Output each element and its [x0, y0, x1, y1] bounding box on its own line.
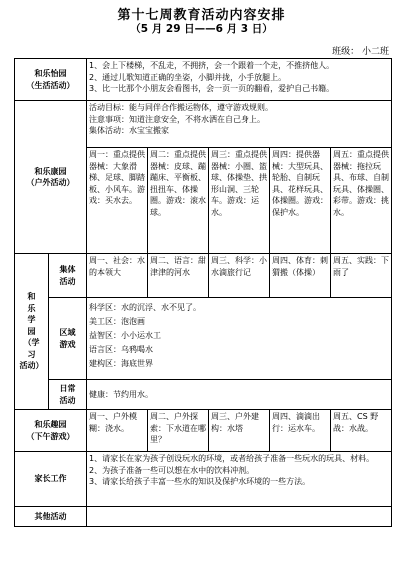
health-day-mon: 周一：重点提供器械：大象滑梯、足球、脚踏板、小风车。游戏：买水去。	[87, 148, 148, 254]
health-day-wed: 周三：重点提供器械：小圈、篮球、体操垫、拱形山洞、三轮车。游戏：运水。	[209, 148, 270, 254]
area-item: 美工区：泡泡画	[89, 317, 145, 326]
area-item: 益智区：小小运水工	[89, 331, 161, 340]
play-label-line2: （下午游戏）	[26, 431, 75, 441]
learning-label-char: 园	[27, 326, 36, 336]
learning-label-char: 和	[27, 292, 36, 302]
group-day-wed: 周三、科学：小水滴旅行记	[209, 254, 270, 298]
group-day-tue: 周二、语言：甜津津的河水	[148, 254, 209, 298]
health-goal-row	[15, 101, 392, 148]
play-row	[15, 410, 392, 452]
parents-label: 家长工作	[15, 452, 87, 507]
learning-label-char: 学	[27, 315, 36, 325]
group-label-line2: 活动	[59, 276, 76, 286]
health-day-tue: 周二：重点提供器械：皮球、蹦蹦床、平衡板、扭扭车、体操圈。游戏：滚水球。	[148, 148, 209, 254]
learning-group-row	[15, 254, 392, 298]
play-day-thu: 周四、滴滴出行：运水车。	[270, 410, 331, 452]
learning-label-char: （学	[23, 338, 40, 348]
play-label	[15, 410, 87, 452]
daily-label-line1: 日常	[59, 384, 76, 393]
class-label: 班级： 小二班	[332, 47, 389, 57]
area-item: 建构区：海底世界	[89, 359, 153, 368]
parents-item: 3、请家长给孩子丰富一些水的知识及保护水环境的一些方法。	[89, 477, 311, 486]
area-label-line2: 游戏	[59, 339, 76, 349]
other-row	[15, 507, 392, 527]
play-day-tue: 周二、户外探索：下水道在哪里？	[148, 410, 209, 452]
group-day-mon: 周一、社会：水的本领大	[87, 254, 148, 298]
life-label-line2: （生活活动）	[26, 80, 75, 90]
life-item: 2、通过儿歌知道正确的坐姿，小脚并拢，小手放腿上。	[89, 72, 287, 82]
group-label-line1: 集体	[59, 265, 76, 274]
health-label-line2: （户外活动）	[26, 178, 75, 187]
area-game-label	[49, 298, 87, 380]
health-goal-content	[87, 101, 392, 148]
group-activity-label	[49, 254, 87, 298]
page-title: 第十七周教育活动内容安排	[117, 8, 286, 23]
area-label-line1: 区域	[59, 328, 76, 337]
health-label-line1: 和乐康园	[34, 166, 67, 176]
health-day-fri: 周五：重点提供器械：拖拉玩具、布球、自制玩具、体操圈、彩带。游戏：挑水。	[331, 148, 392, 254]
area-item: 语言区：乌鸦喝水	[89, 345, 153, 354]
life-row	[15, 59, 392, 101]
health-label	[15, 101, 87, 254]
life-label-line1: 和乐怡园	[34, 69, 67, 78]
play-day-wed: 周三、户外建构：水塔	[209, 410, 270, 452]
learning-label	[15, 254, 49, 410]
daily-label-line2: 活动	[59, 395, 76, 405]
health-day-thu: 周四：提供器械：大型玩具、轮胎、自制玩具、花样玩具、体操圈。游戏：保护水。	[270, 148, 331, 254]
other-content	[87, 507, 392, 527]
play-label-line1: 和乐趣园	[34, 420, 67, 429]
area-content	[87, 298, 392, 380]
schedule-table	[14, 58, 392, 527]
learning-area-row	[15, 298, 392, 380]
learning-label-char: 活动）	[19, 361, 44, 371]
group-day-thu: 周四、体育：刺猬搬（体操）	[270, 254, 331, 298]
life-item: 3、比一比那个小朋友会看图书，会一页一页的翻看，爱护自己书籍。	[89, 84, 335, 93]
health-note: 注意事项：知道注意安全，不将水洒在自己身上。	[89, 114, 265, 124]
parents-item: 1、请家长在家为孩子创设玩水的环境，或者给孩子准备一些玩水的玩具、材料。	[89, 454, 375, 463]
parents-content	[87, 452, 392, 507]
play-day-mon: 周一、户外模糊：浇水。	[87, 410, 148, 452]
area-item: 科学区：水的沉浮、水不见了。	[89, 303, 201, 312]
learning-label-char: 习	[27, 349, 36, 359]
life-item: 1、会上下楼梯，不乱走，不拥挤，会一个跟着一个走，不推挤他人。	[89, 61, 335, 70]
learning-label-char: 乐	[27, 303, 36, 313]
play-day-fri: 周五、CS 野战：水战。	[331, 410, 392, 452]
date-range: （5 月 29 日——6 月 3 日）	[130, 23, 273, 35]
health-group: 集体活动：水宝宝搬家	[89, 126, 169, 135]
health-goal: 活动目标：能与同伴合作搬运物体，遵守游戏规则。	[89, 103, 273, 112]
life-content	[87, 59, 392, 101]
learning-daily-row	[15, 380, 392, 410]
daily-content: 健康：节约用水。	[87, 380, 392, 410]
life-label	[15, 59, 87, 101]
parents-row	[15, 452, 392, 507]
parents-item: 2、为孩子准备一些可以想在水中的饮料冲剂。	[89, 465, 255, 475]
daily-activity-label	[49, 380, 87, 410]
group-day-fri: 周五、实践：下雨了	[331, 254, 392, 298]
other-label: 其他活动	[15, 507, 87, 527]
